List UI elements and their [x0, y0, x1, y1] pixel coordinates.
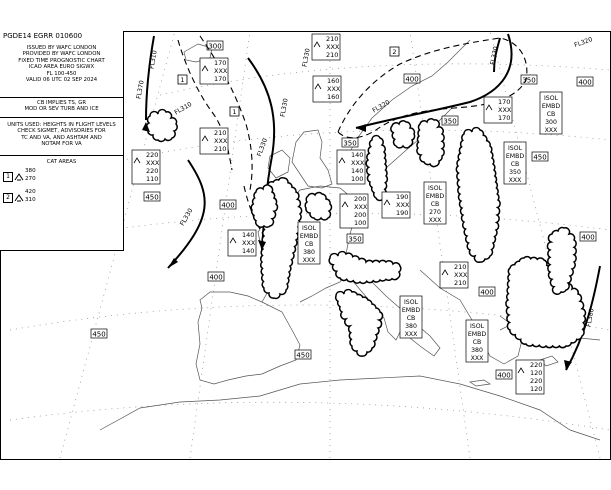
cb-info-l2: EMBD — [467, 331, 487, 338]
cb-info-l2: EMBD — [299, 233, 319, 240]
cb-info-base: XXX — [404, 331, 418, 338]
cat-area-base: 310 — [25, 197, 36, 203]
turbulence-intensity: XXX — [146, 159, 160, 167]
cb-info-top: 380 — [471, 347, 483, 354]
turbulence-base-fl: 220 — [146, 167, 159, 175]
tropopause-height-value: 400 — [480, 288, 494, 297]
turbulence-base-fl: 100 — [351, 175, 364, 183]
turbulence-base-fl: 170 — [498, 114, 511, 122]
turbulence-top-fl: 220 — [530, 361, 543, 369]
tropopause-height-value: 350 — [348, 235, 362, 244]
turbulence-base-fl: 210 — [214, 145, 227, 153]
cb-info-top: 380 — [303, 249, 315, 256]
cb-info-l1: ISOL — [507, 145, 523, 152]
jet-stream-flight-level: FL330 — [279, 97, 290, 118]
turbulence-base-fl: 120 — [530, 385, 543, 393]
chart-header-code: PGDE14 EGRR 010600 — [3, 32, 83, 40]
cb-info-l2: EMBD — [541, 103, 561, 110]
tropopause-height-value: 400 — [221, 201, 235, 210]
turbulence-base-fl: 140 — [242, 247, 255, 255]
cb-info-l1: ISOL — [543, 95, 559, 102]
legend-box — [0, 31, 124, 251]
cb-info-l1: ISOL — [301, 225, 317, 232]
cb-note: CB IMPLIES TS, GR MOD OR SEV TURB AND ICE — [24, 100, 99, 113]
jet-stream-flight-level: FL330 — [489, 45, 500, 66]
legend-divider — [0, 97, 123, 98]
turbulence-intensity: XXX — [326, 43, 340, 51]
cb-info-l2: EMBD — [505, 153, 525, 160]
turbulence-symbol-icon — [14, 172, 24, 182]
cb-info-base: XXX — [470, 355, 484, 362]
turbulence-base-fl: 220 — [530, 377, 543, 385]
cb-info-l3: CB — [510, 161, 520, 168]
turbulence-top-fl: 210 — [326, 35, 339, 43]
turbulence-base-fl: 140 — [351, 167, 364, 175]
turbulence-intensity: 120 — [530, 369, 543, 377]
cb-info-l2: EMBD — [425, 193, 445, 200]
cat-area-number: 2 — [3, 193, 13, 203]
turbulence-intensity: XXX — [354, 203, 368, 211]
turbulence-top-fl: 170 — [498, 98, 511, 106]
cb-info-top: 270 — [429, 209, 441, 216]
cat-area-marker-number: 1 — [180, 76, 185, 84]
turbulence-intensity: XXX — [214, 67, 228, 75]
turbulence-intensity: XXX — [327, 85, 341, 93]
turbulence-base-fl: 160 — [327, 93, 340, 101]
tropopause-height-value: 450 — [533, 153, 547, 162]
cat-area-number: 1 — [3, 172, 13, 182]
cat-area-top: 420 — [25, 189, 36, 195]
cb-info-base: XXX — [428, 217, 442, 224]
tropopause-height-value: 350 — [522, 76, 536, 85]
tropopause-height-value: 400 — [209, 273, 223, 282]
cb-info-l1: ISOL — [469, 323, 485, 330]
cat-area-base: 270 — [25, 176, 36, 182]
cb-info-base: XXX — [544, 127, 558, 134]
turbulence-top-fl: 220 — [146, 151, 159, 159]
turbulence-top-fl: 210 — [214, 129, 227, 137]
turbulence-base-fl: 110 — [146, 175, 159, 183]
cat-areas-title: CAT AREAS — [46, 159, 77, 165]
cb-info-top: 380 — [405, 323, 417, 330]
turbulence-top-fl: 140 — [242, 231, 255, 239]
tropopause-height-value: 400 — [581, 233, 595, 242]
cb-info-l3: CB — [304, 241, 314, 248]
turbulence-top-fl: 140 — [351, 151, 364, 159]
tropopause-height-value: 450 — [145, 193, 159, 202]
turbulence-top-fl: 200 — [354, 195, 367, 203]
cb-info-l3: CB — [430, 201, 440, 208]
tropopause-height-value: 450 — [296, 351, 310, 360]
turbulence-intensity: XXX — [498, 106, 512, 114]
turbulence-top-fl: 160 — [327, 77, 340, 85]
cb-info-l3: CB — [406, 315, 416, 322]
turbulence-base-fl: 200 — [354, 211, 367, 219]
turbulence-top-fl: 170 — [214, 59, 227, 67]
jet-stream-flight-level: FL330 — [178, 207, 195, 228]
cat-area-marker-number: 2 — [392, 48, 397, 56]
jet-stream-flight-level: FL370 — [135, 79, 146, 100]
cat-area-top: 380 — [25, 168, 36, 174]
turbulence-base-fl: 100 — [354, 219, 367, 227]
tropopause-height-value: 400 — [578, 78, 592, 87]
cb-info-l1: ISOL — [403, 299, 419, 306]
turbulence-base-fl: 210 — [454, 279, 467, 287]
jet-stream-flight-level: FL380 — [585, 307, 596, 328]
issue-info: ISSUED BY WAFC LONDON PROVIDED BY WAFC LONDON FIXED TIME PROGNOSTIC CHART ICAO AREA EURO SIGWX FL 100-450 VALID 06 UTC 02 SEP 2024 — [18, 45, 105, 84]
cb-info-top: 350 — [509, 169, 521, 176]
cb-info-l3: CB — [546, 111, 556, 118]
cb-info-base: XXX — [508, 177, 522, 184]
cb-info-l3: CB — [472, 339, 482, 346]
jet-stream-flight-level: FL330 — [301, 47, 312, 68]
turbulence-intensity: XXX — [351, 159, 365, 167]
legend-divider — [0, 155, 123, 156]
tropopause-height-value: 450 — [92, 330, 106, 339]
tropopause-height-value: 400 — [497, 371, 511, 380]
turbulence-intensity: XXX — [214, 137, 228, 145]
turbulence-intensity: XXX — [396, 201, 410, 209]
turbulence-intensity: XXX — [242, 239, 256, 247]
turbulence-base-fl: 210 — [326, 51, 339, 59]
turbulence-top-fl: 210 — [454, 263, 467, 271]
jet-stream-flight-level: FL320 — [371, 98, 392, 115]
cb-info-top: 300 — [545, 119, 557, 126]
tropopause-height-value: 400 — [405, 75, 419, 84]
turbulence-intensity: XXX — [454, 271, 468, 279]
jet-stream-flight-level: FL320 — [573, 36, 594, 50]
tropopause-height-value: 350 — [443, 117, 457, 126]
jet-stream-flight-level: FL310 — [148, 49, 159, 70]
cb-info-base: XXX — [302, 257, 316, 264]
turbulence-symbol-icon — [14, 193, 24, 203]
turbulence-base-fl: 170 — [214, 75, 227, 83]
legend-divider — [0, 117, 123, 118]
jet-stream-flight-level: FL330 — [256, 137, 270, 158]
tropopause-height-value: 300 — [208, 42, 222, 51]
turbulence-base-fl: 190 — [396, 209, 409, 217]
tropopause-height-value: 350 — [343, 139, 357, 148]
cb-info-l2: EMBD — [401, 307, 421, 314]
jet-stream-flight-level: FL310 — [173, 100, 194, 117]
units-note: UNITS USED: HEIGHTS IN FLIGHT LEVELS CHECK SIGMET, ADVISORIES FOR TC AND VA, AND ASHTAM AND NOTAM FOR VA — [7, 122, 116, 148]
turbulence-top-fl: 190 — [396, 193, 409, 201]
cb-info-l1: ISOL — [427, 185, 443, 192]
cat-area-marker-number: 1 — [232, 108, 237, 116]
